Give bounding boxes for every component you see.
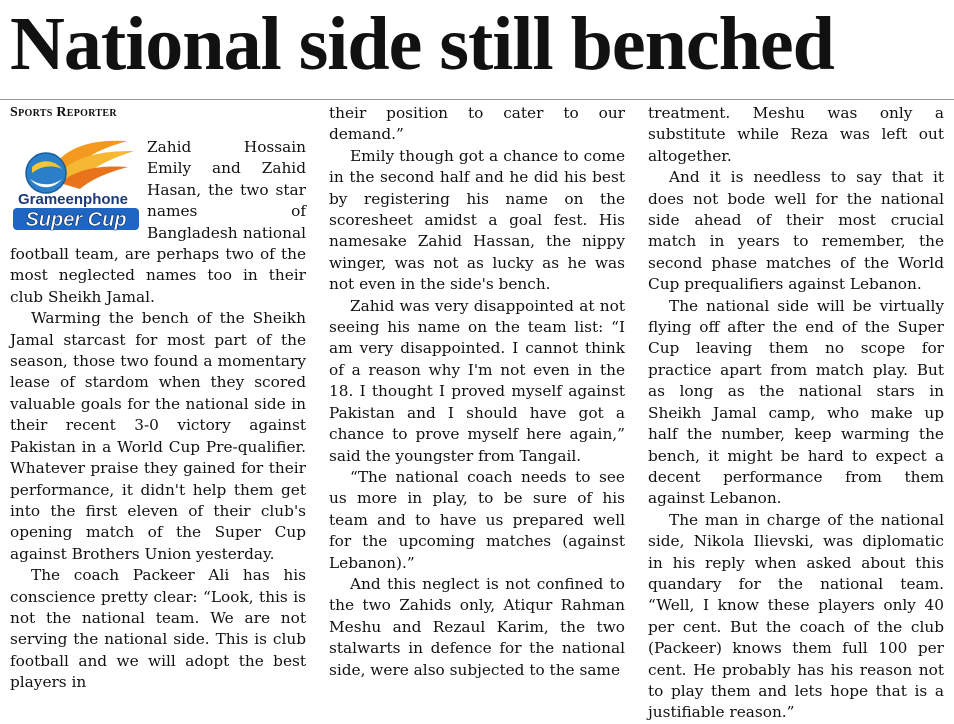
byline: Sports Reporter [10,105,117,120]
column-3 [648,103,944,724]
headline-rule [0,99,954,100]
paragraph: Zahid was very disappointed at not seeing his name on the team list: “I am very disappointed. I cannot think of a reason why I'm not even in the 18. I thought I proved myself against Pakistan and I should have got a chance to prove myself here again,” said the youngster from Tangail. [329,296,625,465]
super-cup-logo [10,137,141,233]
paragraph: And this neglect is not confined to the two Zahids only, Atiqur Rahman Meshu and Rezaul Karim, the two stalwarts in defence for the national side, were also subjected to the same [329,574,625,679]
column-2 [329,103,625,681]
paragraph: The coach Packeer Ali has his conscience pretty clear: “Look, this is not the national team. We are not serving the national side. This is club football and we will adopt the best players in [10,566,306,692]
paragraph: treatment. Meshu was only a substitute while Reza was left out altogether. [648,104,944,165]
paragraph: “The national coach needs to see us more in play, to be sure of his team and to have us prepared well for the upcoming matches (against Lebanon).” [329,467,625,572]
logo-brand-text: Grameenphone [18,191,129,208]
headline: National side still benched [10,2,834,86]
logo-event-text: Super Cup [25,209,127,231]
paragraph: Emily though got a chance to come in the second half and he did his best by registering his name on the scoresheet amidst a goal fest. His namesake Zahid Hassan, the nippy winger, was not as lucky as he was not even in the side's bench. [329,146,625,294]
paragraph: The national side will be virtually flying off after the end of the Super Cup leaving them no scope for practice apart from match play. But as long as the national stars in Sheikh Jamal camp, who make up half the number, keep warming the bench, it might be hard to expect a decent performance from them against Lebanon. [648,296,944,508]
flame-ball-icon [10,137,141,233]
paragraph: Zahid Hossain Emily and Zahid Hasan, the two star names of Bangladesh national football team, are perhaps two of the most neglected names too in their club Sheikh Jamal. [10,138,306,306]
paragraph: their position to cater to our demand.” [329,104,625,144]
paragraph: The man in charge of the national side, Nikola Ilievski, was diplomatic in his reply when asked about this quandary for the national team. “Well, I know these players only 40 per cent. But the coach of the club (Packeer) knows them full 100 per cent. He probably has his reason not to play them and lets hope that is a justifiable reason.” [648,510,944,722]
column-1 [10,103,306,694]
paragraph: And it is needless to say that it does not bode well for the national side ahead of their most crucial match in years to remember, the second phase matches of the World Cup prequalifiers against Lebanon. [648,168,944,294]
paragraph: Warming the bench of the Sheikh Jamal starcast for most part of the season, those two found a momentary lease of stardom when they scored valuable goals for the national side in their recent 3-0 victory against Pakistan in a World Cup Pre-qualifier. Whatever praise they gained for their performance, it didn't help them get into the first eleven of their club's opening match of the Super Cup against Brothers Union yesterday. [10,309,306,563]
